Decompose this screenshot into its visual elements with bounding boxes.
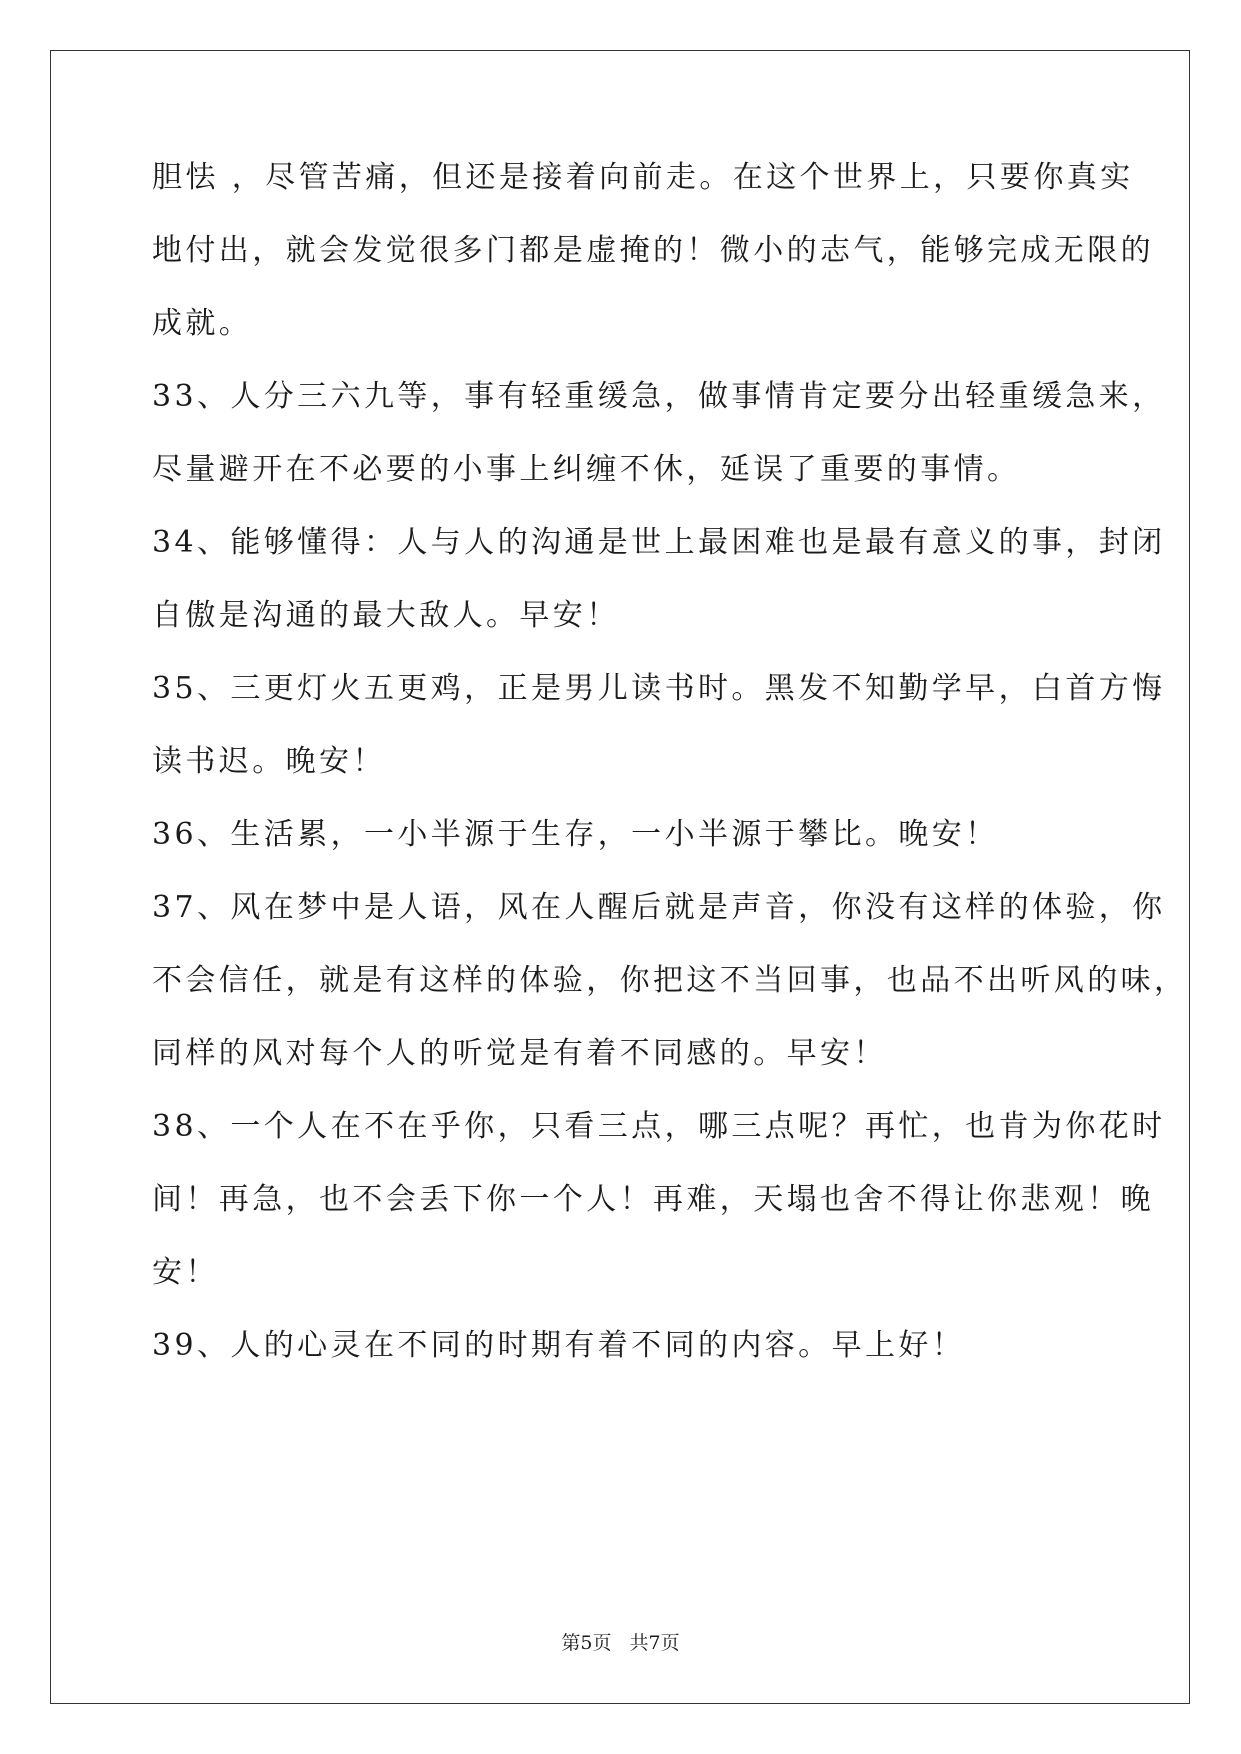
text-line: 34、能够懂得：人与人的沟通是世上最困难也是最有意义的事，封闭 — [152, 525, 1166, 560]
text-line: 39、人的心灵在不同的时期有着不同的内容。早上好！ — [152, 1328, 966, 1363]
text-line: 间！再急，也不会丢下你一个人！再难，天塌也舍不得让你悲观！晚 — [152, 1182, 1154, 1217]
text-line: 37、风在梦中是人语，风在人醒后就是声音，你没有这样的体验，你 — [152, 890, 1166, 925]
text-line: 33、人分三六九等，事有轻重缓急，做事情肯定要分出轻重缓急来， — [152, 379, 1166, 414]
text-line: 35、三更灯火五更鸡，正是男儿读书时。黑发不知勤学早，白首方悔 — [152, 671, 1166, 706]
text-line: 38、一个人在不在乎你，只看三点，哪三点呢？再忙，也肯为你花时 — [152, 1109, 1166, 1144]
text-line: 36、生活累，一小半源于生存，一小半源于攀比。晚安！ — [152, 817, 999, 852]
text-line: 读书迟。晚安！ — [152, 744, 386, 779]
text-line: 尽量避开在不必要的小事上纠缠不休，延误了重要的事情。 — [152, 452, 1021, 487]
page-footer — [0, 1628, 1241, 1655]
text-line: 安！ — [152, 1255, 219, 1290]
total-pages: 共7页 — [629, 1632, 680, 1654]
text-line: 成就。 — [152, 306, 253, 341]
text-line: 地付出，就会发觉很多门都是虚掩的！微小的志气，能够完成无限的 — [152, 233, 1154, 268]
text-line: 胆怯 ，尽管苦痛，但还是接着向前走。在这个世界上，只要你真实 — [152, 160, 1134, 195]
text-line: 自傲是沟通的最大敌人。早安！ — [152, 598, 620, 633]
text-line: 同样的风对每个人的听觉是有着不同感的。早安！ — [152, 1036, 887, 1071]
page-border — [50, 50, 1190, 1704]
text-line: 不会信任，就是有这样的体验，你把这不当回事，也品不出听风的味， — [152, 963, 1188, 998]
current-page-number: 第5页 — [561, 1632, 612, 1654]
